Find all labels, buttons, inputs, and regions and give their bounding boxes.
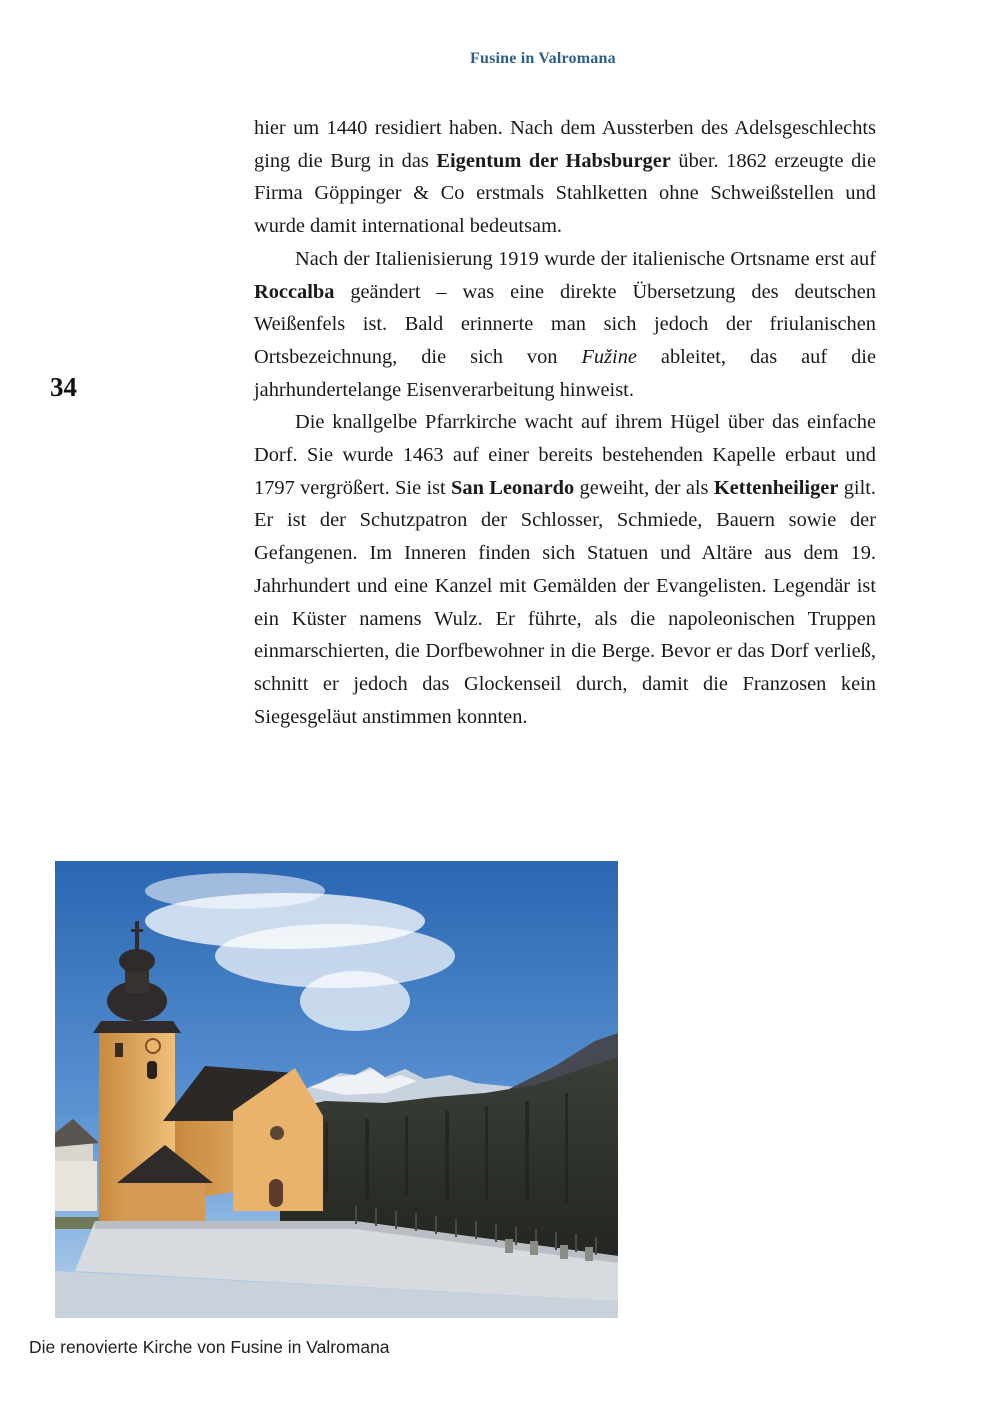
- figure-caption: Die renovierte Kirche von Fusine in Valromana: [29, 1337, 390, 1357]
- text-run: Die knallgelbe Pfarrkirche wacht auf ihrem Hügel über das einfache Dorf. Sie wurde 1463 auf einer bereits bestehenden Kapelle erbaut und 1797 vergrößert. Sie ist: [254, 411, 876, 499]
- bold-text-run: Eigentum der Habsburger: [436, 149, 671, 172]
- body-paragraph: [254, 243, 876, 407]
- running-head: Fusine in Valromana: [470, 50, 616, 67]
- text-run: geweiht, der als: [574, 476, 714, 499]
- italic-text-run: Fužine: [581, 345, 637, 368]
- church-photo: [55, 861, 618, 1318]
- body-paragraph: [254, 112, 876, 243]
- text-run: Nach der Italienisierung 1919 wurde der italienische Ortsname erst auf: [295, 247, 876, 270]
- text-run: ableitet, das auf die jahrhundertelange Eisenverarbeitung hinweist.: [254, 345, 876, 401]
- bold-text-run: Roccalba: [254, 280, 335, 303]
- body-text: [254, 112, 876, 733]
- text-run: hier um 1440 residiert haben. Nach dem Aussterben des Adelsgeschlechts ging die Burg in das: [254, 117, 876, 172]
- bold-text-run: Kettenheiliger: [713, 476, 839, 499]
- body-paragraph: [254, 406, 876, 733]
- text-run: geändert – was eine direkte Übersetzung des deutschen Weißenfels ist. Bald erinnerte man sich jedoch der friulanischen Ortsbezeichnung, die sich von: [254, 280, 876, 368]
- bold-text-run: San Leonardo: [451, 476, 575, 499]
- text-run: gilt. Er ist der Schutzpatron der Schlosser, Schmiede, Bauern sowie der Gefangenen. Im Inneren finden sich Statuen und Altäre aus dem 19. Jahrhundert und eine Kanzel mit Gemälden der Evangelisten. Legendär ist ein Küster namens Wulz. Er führte, als die napoleonischen Truppen einmarschierten, die Dorfbewohner in die Berge. Bevor er das Dorf verließ, schnitt er jedoch das Glockenseil durch, damit die Franzosen kein Siegesgeläut anstimmen konnten.: [254, 476, 876, 728]
- page-number: 34: [50, 372, 77, 402]
- text-run: über. 1862 erzeugte die Firma Göppinger & Co erstmals Stahlketten ohne Schweißstellen und wurde damit international bedeutsam.: [254, 149, 876, 238]
